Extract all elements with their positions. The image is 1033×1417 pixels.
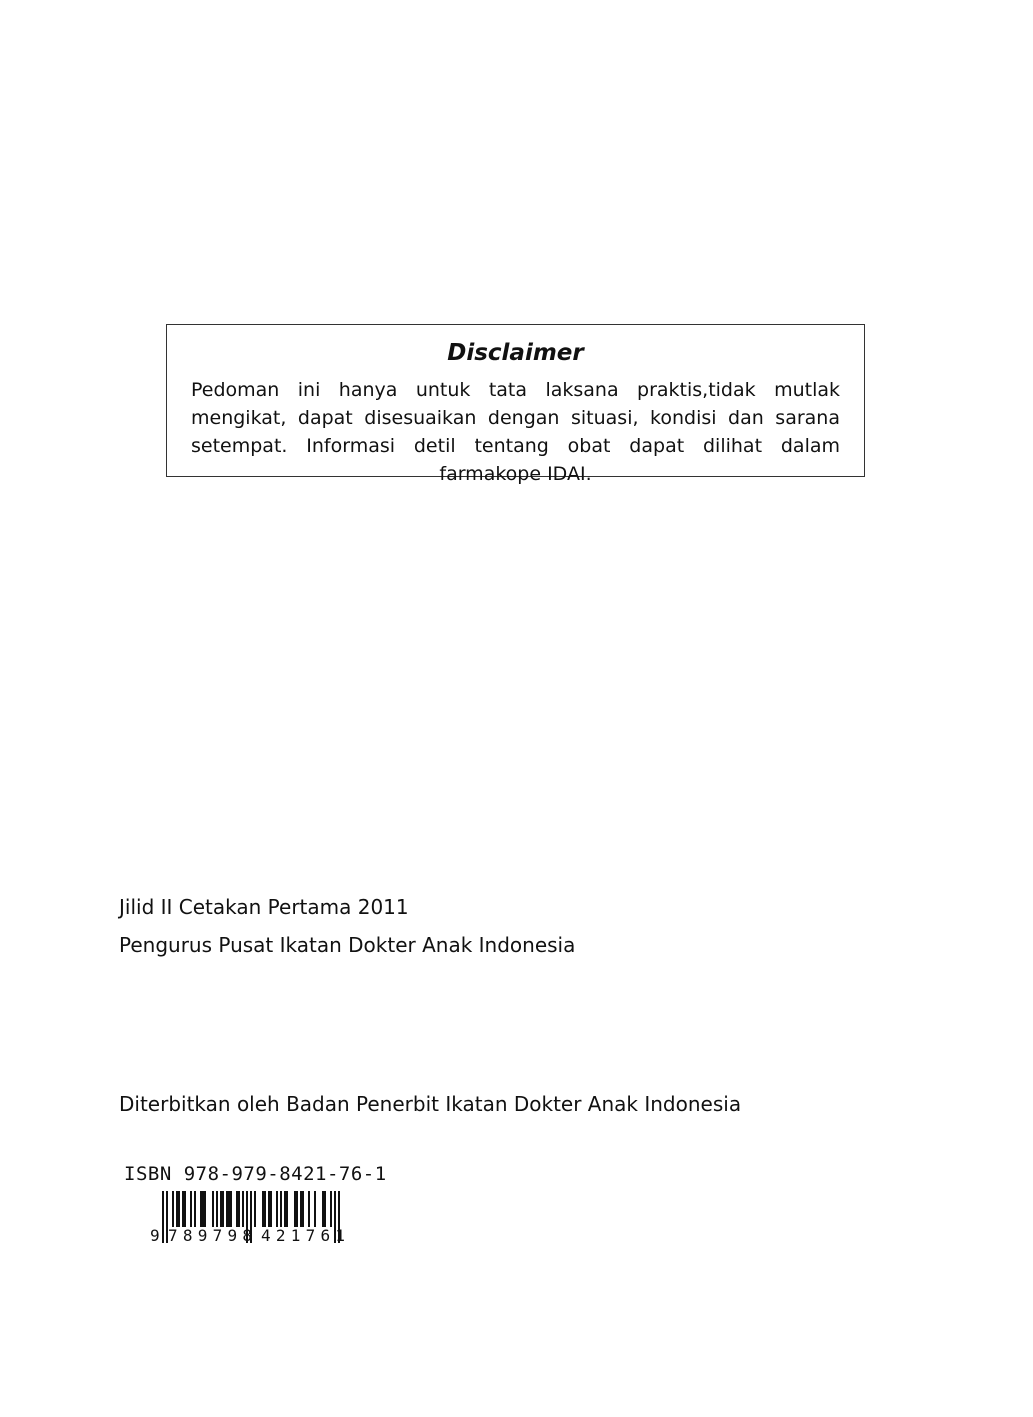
isbn-label: ISBN 978-979-8421-76-1 xyxy=(124,1163,387,1185)
barcode-bar xyxy=(322,1191,326,1227)
barcode-bar xyxy=(176,1191,180,1227)
barcode-bar xyxy=(262,1191,266,1227)
barcode-bar xyxy=(200,1191,206,1227)
barcode-bar xyxy=(254,1191,256,1227)
barcode-bar xyxy=(280,1191,282,1227)
barcode-bar xyxy=(268,1191,272,1227)
barcode-bar xyxy=(190,1191,192,1227)
barcode-digits-right: 421761 xyxy=(261,1226,345,1245)
barcode-digit-first: 9 xyxy=(150,1226,160,1245)
barcode-digits-left: 789798 xyxy=(168,1226,252,1245)
isbn-barcode xyxy=(148,1189,360,1245)
barcode-bar xyxy=(308,1191,310,1227)
barcode-bar xyxy=(182,1191,186,1227)
barcode-bar xyxy=(216,1191,218,1227)
barcode-bar xyxy=(220,1191,224,1227)
barcode-bar xyxy=(330,1191,332,1227)
barcode-bar xyxy=(236,1191,240,1227)
published-by-line: Diterbitkan oleh Badan Penerbit Ikatan Dokter Anak Indonesia xyxy=(119,1092,742,1116)
barcode-bar xyxy=(242,1191,244,1227)
barcode-bar xyxy=(284,1191,288,1227)
barcode-bar xyxy=(162,1191,164,1243)
barcode-bar xyxy=(314,1191,316,1227)
barcode-bar xyxy=(300,1191,304,1227)
publisher-org-line: Pengurus Pusat Ikatan Dokter Anak Indonesia xyxy=(119,933,576,957)
barcode-bar xyxy=(294,1191,298,1227)
barcode-bar xyxy=(194,1191,196,1227)
disclaimer-box xyxy=(166,324,865,485)
edition-line: Jilid II Cetakan Pertama 2011 xyxy=(119,895,409,919)
barcode-bar xyxy=(212,1191,214,1227)
barcode-bar xyxy=(276,1191,278,1227)
barcode-bar xyxy=(226,1191,232,1227)
disclaimer-title: Disclaimer xyxy=(447,340,584,366)
barcode-bar xyxy=(172,1191,174,1227)
disclaimer-body: Pedoman ini hanya untuk tata laksana praktis,tidak mutlak mengikat, dapat disesuaikan dengan situasi, kondisi dan sarana setempat. Informasi detil tentang obat dapat dilihat dalam farmakope IDAI. xyxy=(191,379,840,485)
